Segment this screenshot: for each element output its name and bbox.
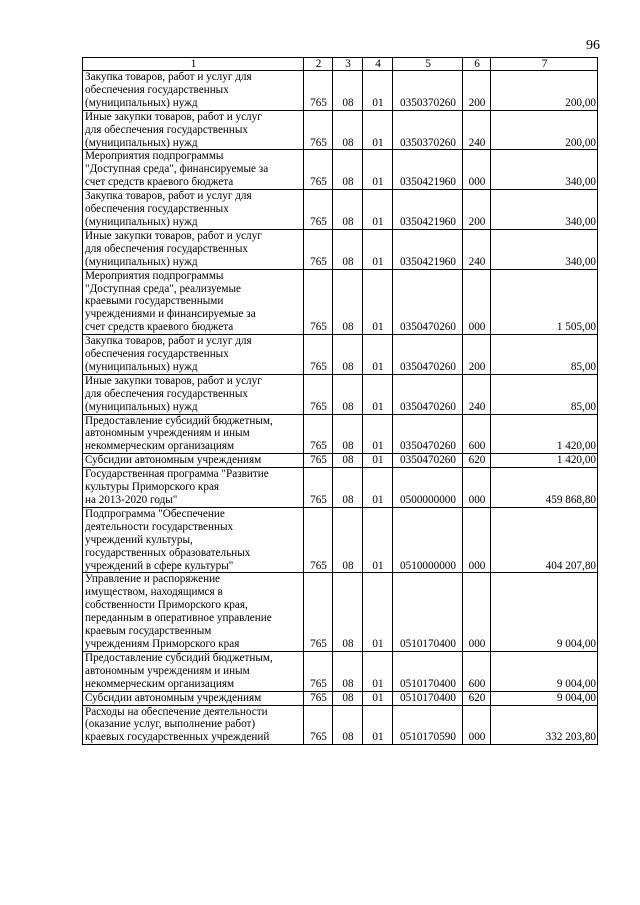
amount-cell: 404 207,80 <box>491 507 598 573</box>
column-header-7: 7 <box>491 58 598 71</box>
amount-cell: 200,00 <box>491 71 598 111</box>
expense-name-text: Субсидии автономным учреждениям <box>85 691 262 704</box>
subsection-code-cell: 01 <box>363 150 393 190</box>
table-body <box>83 58 598 745</box>
expense-name-text: Мероприятия подпрограммы "Доступная среда", реализуемые краевыми государственными учреждениями и финансируемые за счет средств краевого бюджета <box>85 269 256 334</box>
amount-cell: 340,00 <box>491 229 598 269</box>
target-article-cell: 0510170400 <box>393 573 463 651</box>
expense-name-text: Закупка товаров, работ и услуг для обеспечения государственных (муниципальных) нужд <box>85 335 252 373</box>
amount-cell: 332 203,80 <box>491 705 598 745</box>
subsection-code-cell: 01 <box>363 573 393 651</box>
expense-name-text: Предоставление субсидий бюджетным, автономным учреждениям и иным некоммерческим организациям <box>85 651 273 690</box>
expense-name-cell <box>83 454 304 468</box>
amount-cell: 340,00 <box>491 190 598 230</box>
table-row <box>83 335 598 375</box>
amount-cell: 1 420,00 <box>491 414 598 454</box>
target-article-cell: 0510170400 <box>393 691 463 705</box>
expense-type-cell: 000 <box>463 507 491 573</box>
expense-type-cell: 620 <box>463 454 491 468</box>
ministry-code-cell: 765 <box>304 71 333 111</box>
expense-name-text: Иные закупки товаров, работ и услуг для обеспечения государственных (муниципальных) нужд <box>85 229 262 268</box>
expense-name-text: Субсидии автономным учреждениям <box>85 454 262 467</box>
subsection-code-cell: 01 <box>363 651 393 691</box>
table-row <box>83 269 598 335</box>
amount-cell: 340,00 <box>491 150 598 190</box>
expense-type-cell: 240 <box>463 110 491 150</box>
table-row <box>83 651 598 691</box>
subsection-code-cell: 01 <box>363 110 393 150</box>
expense-name-cell <box>83 374 304 414</box>
column-header-3: 3 <box>333 58 363 71</box>
expense-name-cell <box>83 190 304 230</box>
table-row <box>83 705 598 745</box>
table-row <box>83 190 598 230</box>
table-row <box>83 573 598 651</box>
expense-type-cell: 200 <box>463 190 491 230</box>
ministry-code-cell: 765 <box>304 269 333 335</box>
amount-cell: 459 868,80 <box>491 468 598 508</box>
expense-name-cell <box>83 468 304 508</box>
section-code-cell: 08 <box>333 573 363 651</box>
amount-cell: 9 004,00 <box>491 651 598 691</box>
subsection-code-cell: 01 <box>363 454 393 468</box>
ministry-code-cell: 765 <box>304 507 333 573</box>
expense-name-cell <box>83 573 304 651</box>
table-row <box>83 414 598 454</box>
expense-type-cell: 200 <box>463 335 491 375</box>
subsection-code-cell: 01 <box>363 374 393 414</box>
table-row <box>83 507 598 573</box>
expense-name-cell <box>83 150 304 190</box>
expense-name-text: Иные закупки товаров, работ и услуг для обеспечения государственных (муниципальных) нужд <box>85 374 262 413</box>
table-row <box>83 374 598 414</box>
ministry-code-cell: 765 <box>304 651 333 691</box>
expense-name-cell <box>83 691 304 705</box>
section-code-cell: 08 <box>333 507 363 573</box>
expense-type-cell: 240 <box>463 374 491 414</box>
expense-name-text: Закупка товаров, работ и услуг для обеспечения государственных (муниципальных) нужд <box>85 190 252 228</box>
amount-cell: 85,00 <box>491 335 598 375</box>
section-code-cell: 08 <box>333 705 363 745</box>
expense-type-cell: 000 <box>463 705 491 745</box>
target-article-cell: 0350470260 <box>393 269 463 335</box>
table-header-row <box>83 58 598 71</box>
expense-type-cell: 000 <box>463 573 491 651</box>
expense-type-cell: 600 <box>463 651 491 691</box>
subsection-code-cell: 01 <box>363 229 393 269</box>
section-code-cell: 08 <box>333 71 363 111</box>
expense-name-text: Закупка товаров, работ и услуг для обеспечения государственных (муниципальных) нужд <box>85 71 252 109</box>
expense-name-text: Иные закупки товаров, работ и услуг для обеспечения государственных (муниципальных) нужд <box>85 110 262 149</box>
target-article-cell: 0350370260 <box>393 71 463 111</box>
expense-name-cell <box>83 651 304 691</box>
section-code-cell: 08 <box>333 691 363 705</box>
expense-name-cell <box>83 269 304 335</box>
target-article-cell: 0350470260 <box>393 335 463 375</box>
ministry-code-cell: 765 <box>304 691 333 705</box>
amount-cell: 9 004,00 <box>491 691 598 705</box>
expense-type-cell: 000 <box>463 269 491 335</box>
expense-type-cell: 620 <box>463 691 491 705</box>
ministry-code-cell: 765 <box>304 705 333 745</box>
section-code-cell: 08 <box>333 110 363 150</box>
expense-name-cell <box>83 705 304 745</box>
expense-name-cell <box>83 229 304 269</box>
amount-cell: 1 505,00 <box>491 269 598 335</box>
section-code-cell: 08 <box>333 335 363 375</box>
expense-name-text: Предоставление субсидий бюджетным, автономным учреждениям и иным некоммерческим организациям <box>85 414 273 453</box>
target-article-cell: 0350470260 <box>393 374 463 414</box>
subsection-code-cell: 01 <box>363 71 393 111</box>
section-code-cell: 08 <box>333 150 363 190</box>
expense-name-cell <box>83 71 304 111</box>
section-code-cell: 08 <box>333 454 363 468</box>
table-row <box>83 468 598 508</box>
column-header-6: 6 <box>463 58 491 71</box>
target-article-cell: 0350421960 <box>393 150 463 190</box>
ministry-code-cell: 765 <box>304 573 333 651</box>
amount-cell: 85,00 <box>491 374 598 414</box>
target-article-cell: 0500000000 <box>393 468 463 508</box>
expense-type-cell: 200 <box>463 71 491 111</box>
target-article-cell: 0510000000 <box>393 507 463 573</box>
ministry-code-cell: 765 <box>304 190 333 230</box>
column-header-4: 4 <box>363 58 393 71</box>
section-code-cell: 08 <box>333 651 363 691</box>
section-code-cell: 08 <box>333 269 363 335</box>
ministry-code-cell: 765 <box>304 229 333 269</box>
expense-name-cell <box>83 414 304 454</box>
target-article-cell: 0350370260 <box>393 110 463 150</box>
expense-name-cell <box>83 507 304 573</box>
table-row <box>83 150 598 190</box>
subsection-code-cell: 01 <box>363 414 393 454</box>
target-article-cell: 0510170590 <box>393 705 463 745</box>
target-article-cell: 0350470260 <box>393 454 463 468</box>
target-article-cell: 0350421960 <box>393 190 463 230</box>
section-code-cell: 08 <box>333 414 363 454</box>
ministry-code-cell: 765 <box>304 335 333 375</box>
subsection-code-cell: 01 <box>363 269 393 335</box>
subsection-code-cell: 01 <box>363 507 393 573</box>
table-row <box>83 454 598 468</box>
table-row <box>83 229 598 269</box>
expense-name-text: Мероприятия подпрограммы "Доступная среда", финансируемые за счет средств краевого бюджета <box>85 150 269 189</box>
ministry-code-cell: 765 <box>304 414 333 454</box>
expense-name-text: Управление и распоряжение имуществом, находящимся в собственности Приморского края, переданным в оперативное управление краевым государственным учреждениям Приморского края <box>85 573 272 650</box>
column-header-5: 5 <box>393 58 463 71</box>
expense-type-cell: 000 <box>463 150 491 190</box>
section-code-cell: 08 <box>333 468 363 508</box>
expense-type-cell: 240 <box>463 229 491 269</box>
budget-table <box>82 57 598 745</box>
expense-name-text: Государственная программа "Развитие культуры Приморского края на 2013-2020 годы" <box>85 468 269 506</box>
expense-name-cell <box>83 335 304 375</box>
section-code-cell: 08 <box>333 374 363 414</box>
column-header-2: 2 <box>304 58 333 71</box>
amount-cell: 9 004,00 <box>491 573 598 651</box>
page-number: 96 <box>586 38 600 53</box>
ministry-code-cell: 765 <box>304 150 333 190</box>
amount-cell: 1 420,00 <box>491 454 598 468</box>
expense-type-cell: 600 <box>463 414 491 454</box>
subsection-code-cell: 01 <box>363 691 393 705</box>
expense-name-text: Расходы на обеспечение деятельности (оказание услуг, выполнение работ) краевых государственных учреждений <box>85 705 270 744</box>
ministry-code-cell: 765 <box>304 454 333 468</box>
section-code-cell: 08 <box>333 229 363 269</box>
subsection-code-cell: 01 <box>363 705 393 745</box>
ministry-code-cell: 765 <box>304 110 333 150</box>
table-row <box>83 110 598 150</box>
section-code-cell: 08 <box>333 190 363 230</box>
ministry-code-cell: 765 <box>304 468 333 508</box>
subsection-code-cell: 01 <box>363 468 393 508</box>
expense-name-cell <box>83 110 304 150</box>
target-article-cell: 0350470260 <box>393 414 463 454</box>
ministry-code-cell: 765 <box>304 374 333 414</box>
target-article-cell: 0510170400 <box>393 651 463 691</box>
table-row <box>83 691 598 705</box>
column-header-1: 1 <box>83 58 304 71</box>
amount-cell: 200,00 <box>491 110 598 150</box>
expense-name-text: Подпрограмма "Обеспечение деятельности государственных учреждений культуры, государственных образовательных учреждений в сфере культуры" <box>85 507 251 572</box>
expense-type-cell: 000 <box>463 468 491 508</box>
subsection-code-cell: 01 <box>363 190 393 230</box>
table-row <box>83 71 598 111</box>
target-article-cell: 0350421960 <box>393 229 463 269</box>
subsection-code-cell: 01 <box>363 335 393 375</box>
